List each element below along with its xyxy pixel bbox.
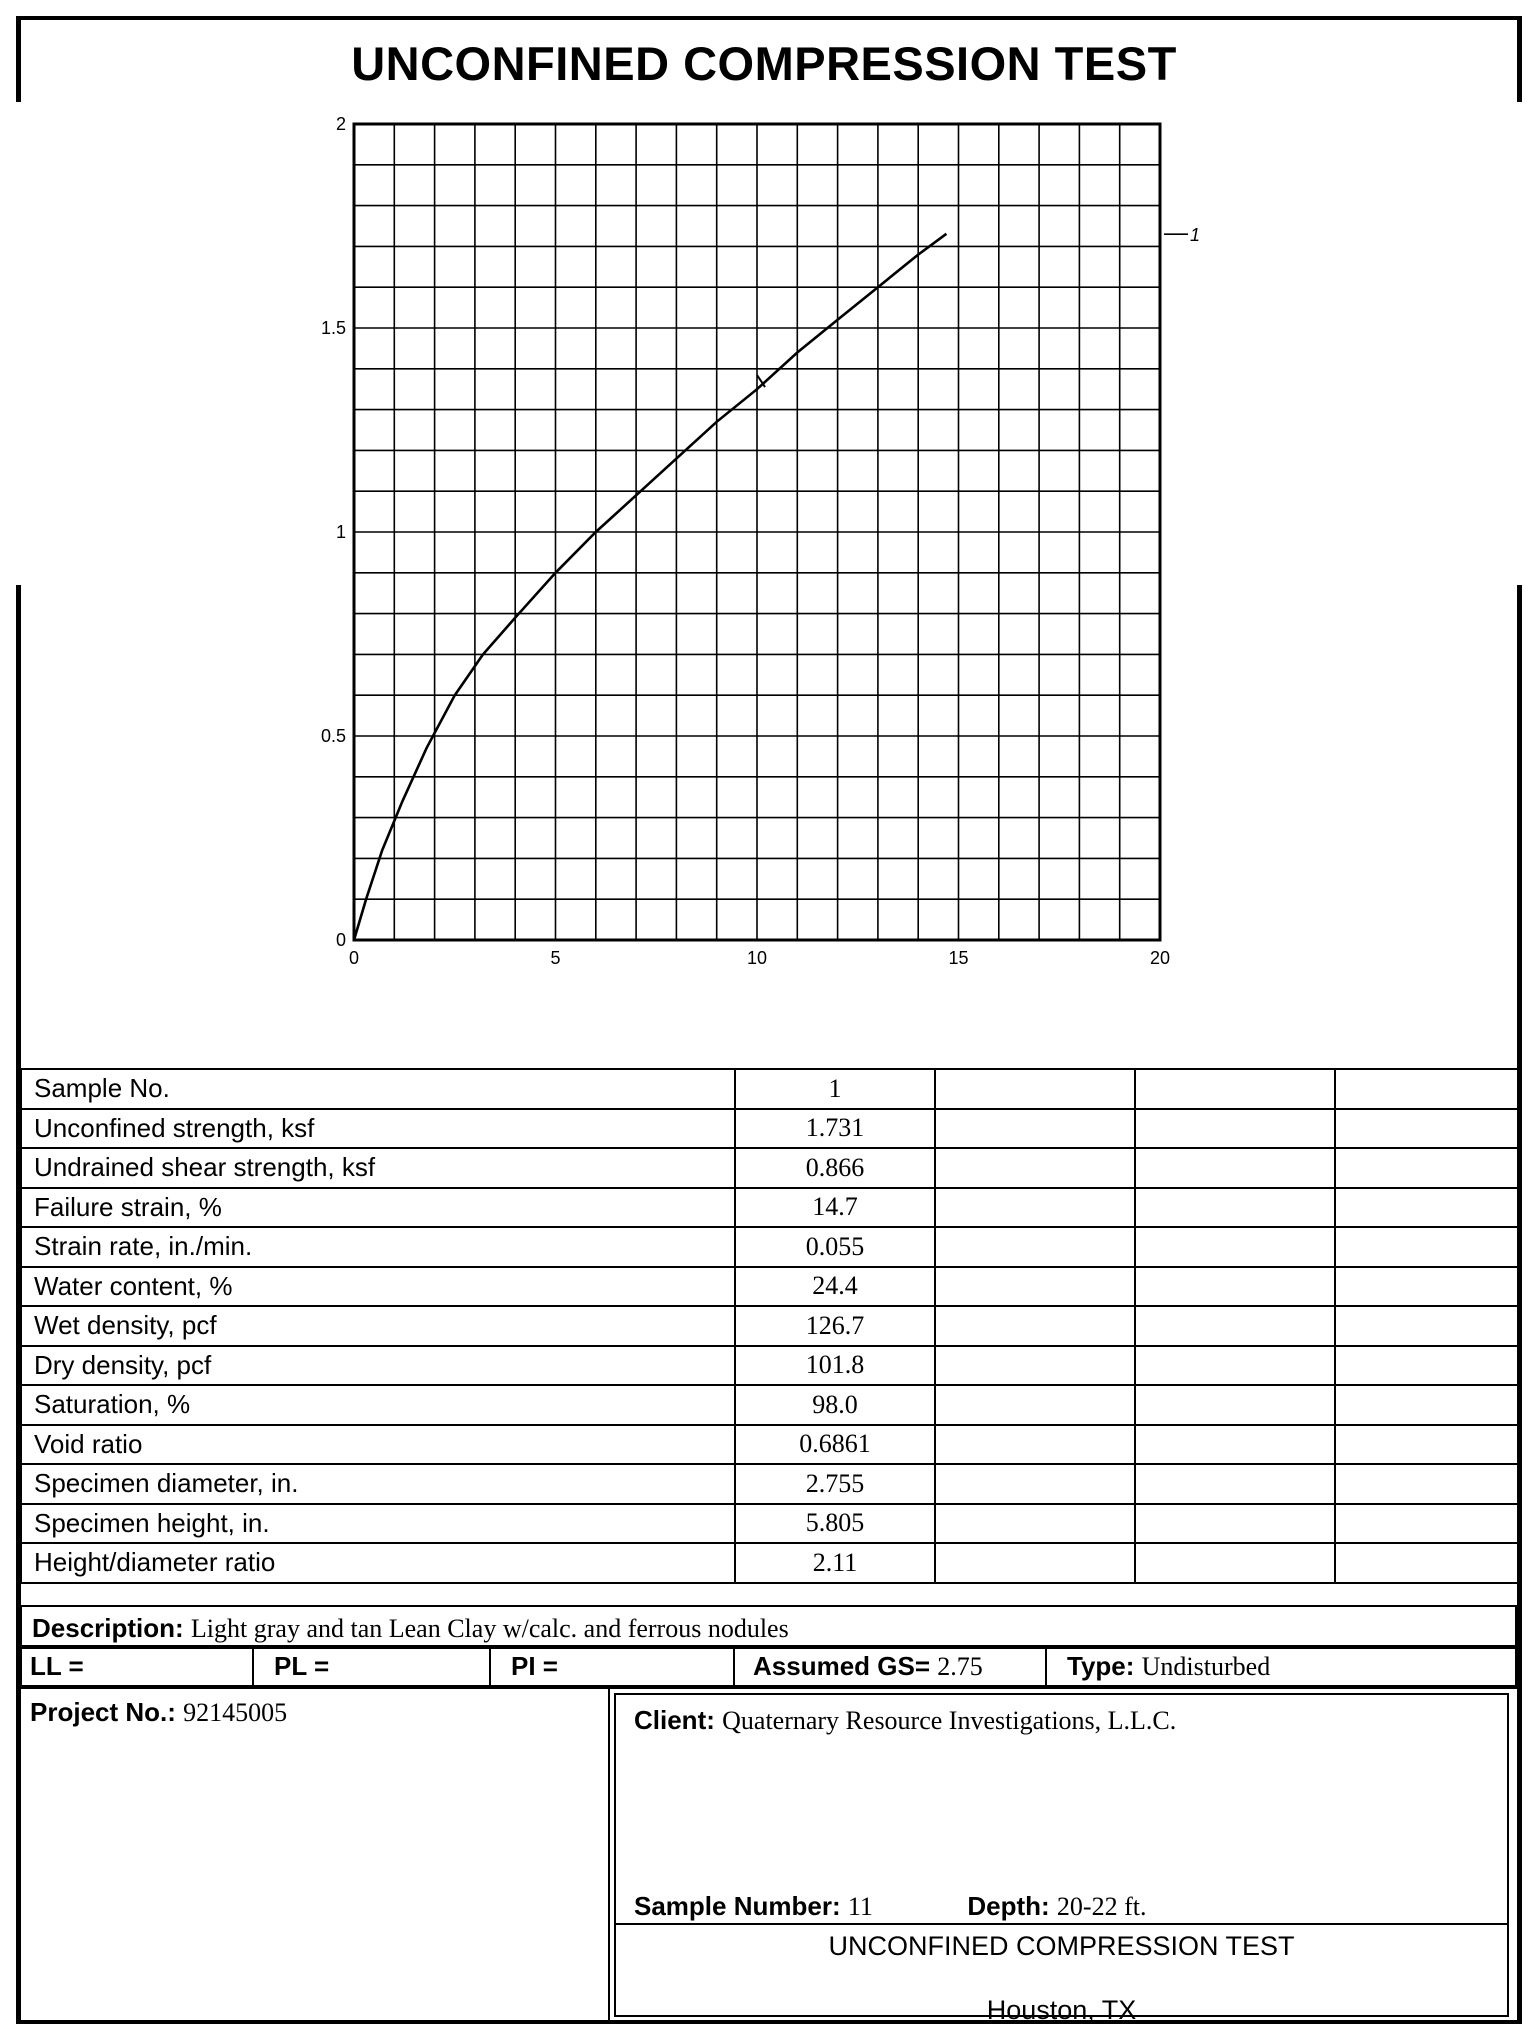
row-value-empty <box>1335 1227 1518 1267</box>
client-box <box>614 1693 1509 2025</box>
x-tick-label: 5 <box>550 948 561 968</box>
row-value-empty <box>1335 1069 1518 1109</box>
table-row <box>21 1385 1518 1425</box>
row-value-empty <box>1135 1464 1335 1504</box>
row-value-empty <box>1335 1425 1518 1465</box>
row-value-empty <box>1135 1346 1335 1386</box>
project-number-label: Project No.: <box>30 1697 176 1727</box>
assumed-gs-value: 2.75 <box>937 1652 983 1681</box>
report-location: Houston, TX <box>986 1995 1137 2025</box>
row-label: Saturation, % <box>21 1385 735 1425</box>
row-value-sample-1: 0.055 <box>735 1227 935 1267</box>
table-row <box>21 1069 1518 1109</box>
row-value-empty <box>935 1188 1135 1228</box>
y-tick-label: 1.5 <box>320 318 346 338</box>
depth-label: Depth: <box>967 1891 1050 1921</box>
row-label: Strain rate, in./min. <box>21 1227 735 1267</box>
row-value-sample-1: 14.7 <box>735 1188 935 1228</box>
table-row <box>21 1464 1518 1504</box>
row-label: Sample No. <box>21 1069 735 1109</box>
sample-number-label: Sample Number: <box>634 1891 841 1921</box>
row-value-sample-1: 101.8 <box>735 1346 935 1386</box>
table-row <box>21 1267 1518 1307</box>
sample-type-label: Type: <box>1067 1651 1135 1681</box>
row-value-empty <box>935 1306 1135 1346</box>
row-label: Water content, % <box>21 1267 735 1307</box>
series-line-1 <box>354 234 946 940</box>
row-label: Void ratio <box>21 1425 735 1465</box>
x-tick-label: 0 <box>348 948 360 968</box>
row-value-empty <box>935 1148 1135 1188</box>
row-value-empty <box>935 1267 1135 1307</box>
row-value-empty <box>935 1464 1135 1504</box>
row-value-empty <box>1335 1188 1518 1228</box>
client <box>634 1705 1176 1736</box>
table-row <box>21 1148 1518 1188</box>
table-row <box>21 1306 1518 1346</box>
row-value-sample-1: 24.4 <box>735 1267 935 1307</box>
row-value-empty <box>1135 1148 1335 1188</box>
row-value-sample-1: 126.7 <box>735 1306 935 1346</box>
y-tick-label: 0 <box>335 930 346 950</box>
sample-type-value: Undisturbed <box>1141 1652 1271 1681</box>
row-label: Specimen diameter, in. <box>21 1464 735 1504</box>
row-label: Specimen height, in. <box>21 1504 735 1544</box>
client-value: Quaternary Resource Investigations, L.L.C. <box>722 1706 1177 1735</box>
client-label: Client: <box>634 1705 715 1735</box>
limits-row <box>20 1647 1517 1687</box>
table-row <box>21 1504 1518 1544</box>
row-value-empty <box>1135 1109 1335 1149</box>
y-tick-label: 2 <box>335 114 346 134</box>
sample-type <box>1047 1649 1517 1685</box>
row-value-sample-1: 0.866 <box>735 1148 935 1188</box>
table-row <box>21 1109 1518 1149</box>
row-value-empty <box>1135 1306 1335 1346</box>
row-value-empty <box>935 1425 1135 1465</box>
row-value-empty <box>1335 1385 1518 1425</box>
row-value-empty <box>1335 1464 1518 1504</box>
row-value-empty <box>1335 1504 1518 1544</box>
test-results-table <box>20 1068 1519 1584</box>
row-value-empty <box>1135 1227 1335 1267</box>
row-value-sample-1: 98.0 <box>735 1385 935 1425</box>
row-value-empty <box>935 1346 1135 1386</box>
row-value-empty <box>1135 1267 1335 1307</box>
ll-label: LL = <box>30 1651 84 1681</box>
row-value-empty <box>1335 1109 1518 1149</box>
x-tick-label: 10 <box>746 948 768 968</box>
table-row <box>21 1346 1518 1386</box>
row-value-empty <box>1335 1148 1518 1188</box>
y-tick-label: 0.5 <box>320 726 346 746</box>
depth-value: 20-22 ft. <box>1056 1892 1147 1921</box>
report-title: UNCONFINED COMPRESSION TEST <box>828 1931 1295 1961</box>
row-value-empty <box>1135 1188 1335 1228</box>
row-value-sample-1: 2.11 <box>735 1543 935 1583</box>
assumed-gs-label: Assumed GS= <box>753 1651 931 1681</box>
row-value-empty <box>1335 1543 1518 1583</box>
row-value-empty <box>935 1385 1135 1425</box>
row-label: Height/diameter ratio <box>21 1543 735 1583</box>
row-value-empty <box>1135 1504 1335 1544</box>
row-value-empty <box>935 1069 1135 1109</box>
pl-label: PL = <box>274 1651 330 1681</box>
client-box-divider <box>616 1923 1507 1925</box>
x-tick-label: 20 <box>1149 948 1171 968</box>
row-value-empty <box>1135 1543 1335 1583</box>
sample-info <box>634 1891 1146 1922</box>
table-row <box>21 1227 1518 1267</box>
row-value-empty <box>1335 1267 1518 1307</box>
pi-label: PI = <box>511 1651 558 1681</box>
project-number-value: 92145005 <box>183 1698 288 1727</box>
row-label: Failure strain, % <box>21 1188 735 1228</box>
page-title: UNCONFINED COMPRESSION TEST <box>351 37 1177 90</box>
table-row <box>21 1543 1518 1583</box>
row-label: Unconfined strength, ksf <box>21 1109 735 1149</box>
table-row <box>21 1425 1518 1465</box>
row-value-empty <box>1335 1306 1518 1346</box>
row-value-empty <box>1135 1385 1335 1425</box>
row-value-sample-1: 1 <box>735 1069 935 1109</box>
table-row <box>21 1188 1518 1228</box>
y-tick-label: 1 <box>335 522 346 542</box>
row-label: Dry density, pcf <box>21 1346 735 1386</box>
project-info-block <box>20 1687 1517 2025</box>
row-value-empty <box>1335 1346 1518 1386</box>
row-label: Wet density, pcf <box>21 1306 735 1346</box>
row-label: Undrained shear strength, ksf <box>21 1148 735 1188</box>
row-value-empty <box>935 1227 1135 1267</box>
assumed-gs <box>735 1649 1045 1685</box>
stress-strain-chart <box>0 0 1528 1000</box>
description-label: Description: <box>32 1613 184 1643</box>
row-value-empty <box>935 1109 1135 1149</box>
row-value-sample-1: 1.731 <box>735 1109 935 1149</box>
series-label: 1 <box>1190 225 1201 246</box>
row-value-empty <box>1135 1425 1335 1465</box>
row-value-empty <box>935 1543 1135 1583</box>
x-tick-label: 15 <box>948 948 969 968</box>
project-number <box>30 1697 287 1728</box>
row-value-sample-1: 0.6861 <box>735 1425 935 1465</box>
row-value-sample-1: 2.755 <box>735 1464 935 1504</box>
description-row <box>20 1605 1517 1647</box>
sample-number-value: 11 <box>847 1892 873 1921</box>
row-value-sample-1: 5.805 <box>735 1504 935 1544</box>
row-value-empty <box>1135 1069 1335 1109</box>
row-value-empty <box>935 1504 1135 1544</box>
description-value: Light gray and tan Lean Clay w/calc. and ferrous nodules <box>190 1614 789 1643</box>
